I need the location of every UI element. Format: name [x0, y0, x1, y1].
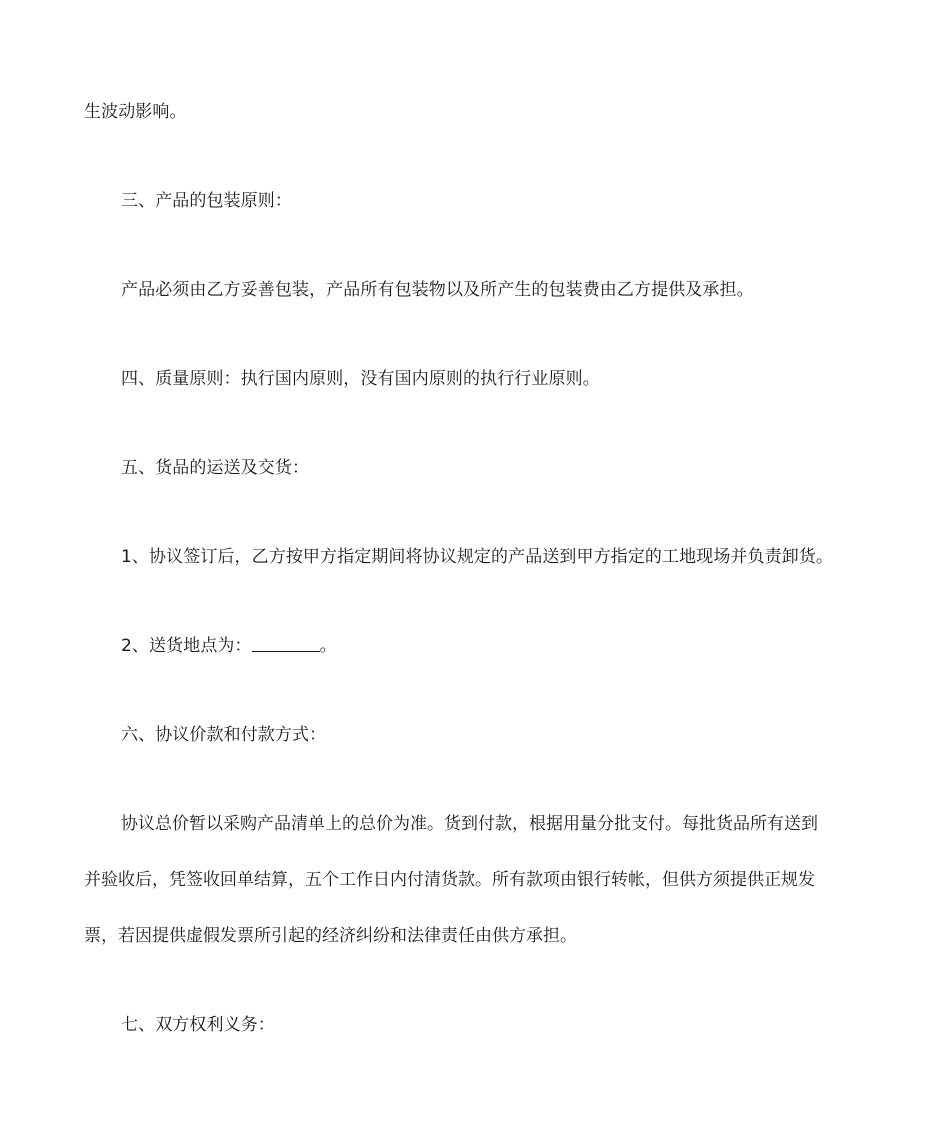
payment-line: 票，若因提供虚假发票所引起的经济纠纷和法律责任由供方承担。 [84, 926, 577, 946]
delivery-location-label: 2、送货地点为： [121, 636, 252, 656]
paragraph-payment [84, 812, 874, 980]
paragraph-continuation: 生波动影响。 [84, 102, 187, 122]
paragraph-packaging: 产品必须由乙方妥善包装，产品所有包装物以及所产生的包装费由乙方提供及承担。 [121, 280, 754, 300]
section-heading-payment: 六、协议价款和付款方式： [121, 725, 327, 745]
section-heading-packaging: 三、产品的包装原则： [121, 191, 292, 211]
payment-line: 协议总价暂以采购产品清单上的总价为准。货到付款，根据用量分批支付。每批货品所有送到 [121, 814, 818, 834]
delivery-item-1: 1、协议签订后，乙方按甲方指定期间将协议规定的产品送到甲方指定的工地现场并负责卸货。 [121, 547, 834, 567]
payment-line: 并验收后，凭签收回单结算，五个工作日内付清货款。所有款项由银行转帐，但供方须提供正规发 [84, 870, 815, 890]
delivery-location-end: 。 [319, 636, 337, 656]
delivery-item-2 [121, 634, 337, 658]
section-heading-delivery: 五、货品的运送及交货： [121, 458, 310, 478]
delivery-location-blank [252, 635, 320, 652]
section-heading-rights: 七、双方权利义务： [121, 1015, 275, 1035]
paragraph-quality: 四、质量原则：执行国内原则，没有国内原则的执行行业原则。 [121, 369, 600, 389]
